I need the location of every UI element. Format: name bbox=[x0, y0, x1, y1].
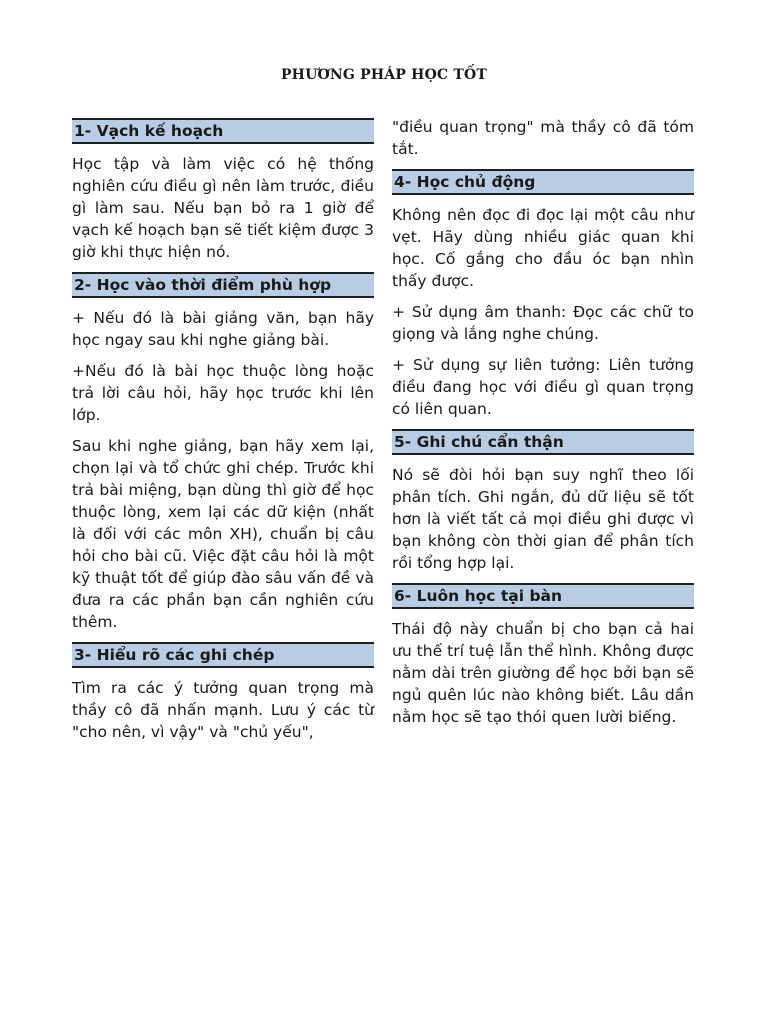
section-heading-1: 1- Vạch kế hoạch bbox=[72, 118, 374, 144]
section-heading-5: 5- Ghi chú cẩn thận bbox=[392, 429, 694, 455]
section-1-paragraph: Học tập và làm việc có hệ thống nghiên cứu điều gì nên làm trước, điều gì làm sau. Nếu bạn bỏ ra 1 giờ để vạch kế hoạch bạn sẽ tiết kiệm được 3 giờ khi thực hiện nó. bbox=[72, 155, 374, 261]
section-4-paragraph-3: + Sử dụng sự liên tưởng: Liên tưởng điều đang học với điều gì quan trọng có liên quan. bbox=[392, 356, 694, 418]
section-5-paragraph: Nó sẽ đòi hỏi bạn suy nghĩ theo lối phân tích. Ghi ngắn, đủ dữ liệu sẽ tốt hơn là viết tất cả mọi điều ghi được vì bạn không còn thời gian để phân tích rồi tổng hợp lại. bbox=[392, 466, 694, 572]
section-heading-2: 2- Học vào thời điểm phù hợp bbox=[72, 272, 374, 298]
section-4-paragraph-1: Không nên đọc đi đọc lại một câu như vẹt. Hãy dùng nhiều giác quan khi học. Cố gắng cho đầu óc bạn nhìn thấy được. bbox=[392, 206, 694, 290]
section-heading-4: 4- Học chủ động bbox=[392, 169, 694, 195]
document-title: PHƯƠNG PHÁP HỌC TỐT bbox=[280, 67, 488, 83]
section-2-paragraph-2: +Nếu đó là bài học thuộc lòng hoặc trả lời câu hỏi, hãy học trước khi lên lớp. bbox=[72, 362, 374, 424]
section-3-paragraph-continued: "điều quan trọng" mà thầy cô đã tóm tắt. bbox=[392, 118, 694, 158]
left-column bbox=[72, 118, 374, 752]
section-6-paragraph: Thái độ này chuẩn bị cho bạn cả hai ưu thế trí tuệ lẫn thể hình. Không được nằm dài trên giường để học bởi bạn sẽ ngủ quên lúc nào không biết. Lâu dần nằm học sẽ tạo thói quen lười biếng. bbox=[392, 620, 694, 726]
section-2-paragraph-3: Sau khi nghe giảng, bạn hãy xem lại, chọn lại và tổ chức ghi chép. Trước khi trả bài miệng, bạn dùng thì giờ để học thuộc lòng, xem lại các dữ kiện (nhất là đối với các môn XH), chuẩn bị câu hỏi cho bài cũ. Việc đặt câu hỏi là một kỹ thuật tốt để giúp đào sâu vấn đề và đưa ra các phần bạn cần nghiên cứu thêm. bbox=[72, 437, 374, 631]
section-3-paragraph: Tìm ra các ý tưởng quan trọng mà thầy cô đã nhấn mạnh. Lưu ý các từ "cho nên, vì vậy" và "chủ yếu", bbox=[72, 679, 374, 741]
section-4-paragraph-2: + Sử dụng âm thanh: Đọc các chữ to giọng và lắng nghe chúng. bbox=[392, 303, 694, 343]
right-column bbox=[392, 118, 694, 737]
section-heading-6: 6- Luôn học tại bàn bbox=[392, 583, 694, 609]
section-2-paragraph-1: + Nếu đó là bài giảng văn, bạn hãy học ngay sau khi nghe giảng bài. bbox=[72, 309, 374, 349]
section-heading-3: 3- Hiểu rõ các ghi chép bbox=[72, 642, 374, 668]
